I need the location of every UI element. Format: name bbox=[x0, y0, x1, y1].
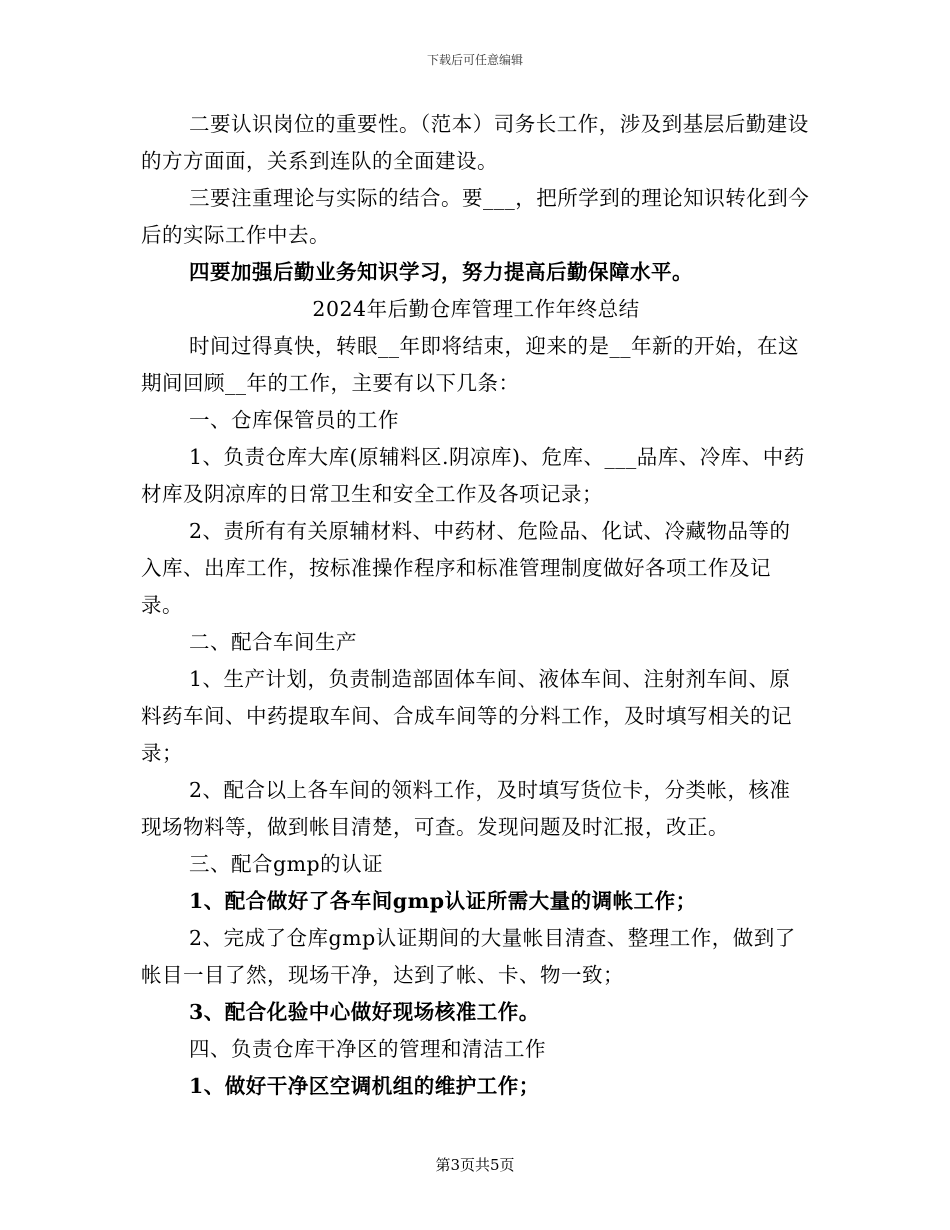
paragraph-item: 1、负责仓库大库(原辅料区.阴凉库)、危库、___品库、冷库、中药材库及阴凉库的日常卫生和安全工作及各项记录； bbox=[141, 445, 805, 506]
paragraph-item: 1、生产计划，负责制造部固体车间、液体车间、注射剂车间、原料药车间、中药提取车间、合成车间等的分料工作，及时填写相关的记录； bbox=[141, 667, 792, 765]
paragraph-item: 2、责所有有关原辅材料、中药材、危险品、化试、冷藏物品等的入库、出库工作，按标准操作程序和标准管理制度做好各项工作及记录。 bbox=[141, 519, 791, 617]
page-header: 下载后可任意编辑 bbox=[426, 53, 523, 67]
paragraph-item: 2、配合以上各车间的领料工作，及时填写货位卡，分类帐，核准现场物料等，做到帐目清楚，可查。发现问题及时汇报，改正。 bbox=[141, 778, 791, 839]
paragraph-item: 3、配合化验中心做好现场核准工作。 bbox=[189, 1000, 540, 1024]
paragraph-theory-practice: 三要注重理论与实际的结合。要___，把所学到的理论知识转化到今后的实际工作中去。 bbox=[141, 186, 810, 247]
document-title: 2024年后勤仓库管理工作年终总结 bbox=[312, 297, 640, 321]
section-heading-clean-area: 四、负责仓库干净区的管理和清洁工作 bbox=[189, 1037, 546, 1061]
section-heading-gmp: 三、配合gmp的认证 bbox=[189, 852, 384, 876]
paragraph-item: 1、做好干净区空调机组的维护工作； bbox=[189, 1074, 540, 1098]
section-heading-warehouse-keeper: 一、仓库保管员的工作 bbox=[189, 408, 399, 432]
paragraph-item: 2、完成了仓库gmp认证期间的大量帐目清查、整理工作，做到了帐目一目了然，现场干净，达到了帐、卡、物一致； bbox=[141, 926, 796, 987]
paragraph-item: 1、配合做好了各车间gmp认证所需大量的调帐工作； bbox=[189, 889, 697, 913]
paragraph-role-importance: 二要认识岗位的重要性。（范本）司务长工作，涉及到基层后勤建设的方方面面，关系到连队的全面建设。 bbox=[141, 112, 809, 173]
paragraph-strengthen-study: 四要加强后勤业务知识学习，努力提高后勤保障水平。 bbox=[189, 260, 693, 284]
section-heading-production: 二、配合车间生产 bbox=[189, 630, 357, 654]
paragraph-intro: 时间过得真快，转眼__年即将结束，迎来的是__年新的开始，在这期间回顾__年的工作，主要有以下几条： bbox=[141, 334, 799, 395]
page-number: 第3页共5页 bbox=[435, 1156, 515, 1174]
document-body bbox=[141, 106, 811, 1105]
